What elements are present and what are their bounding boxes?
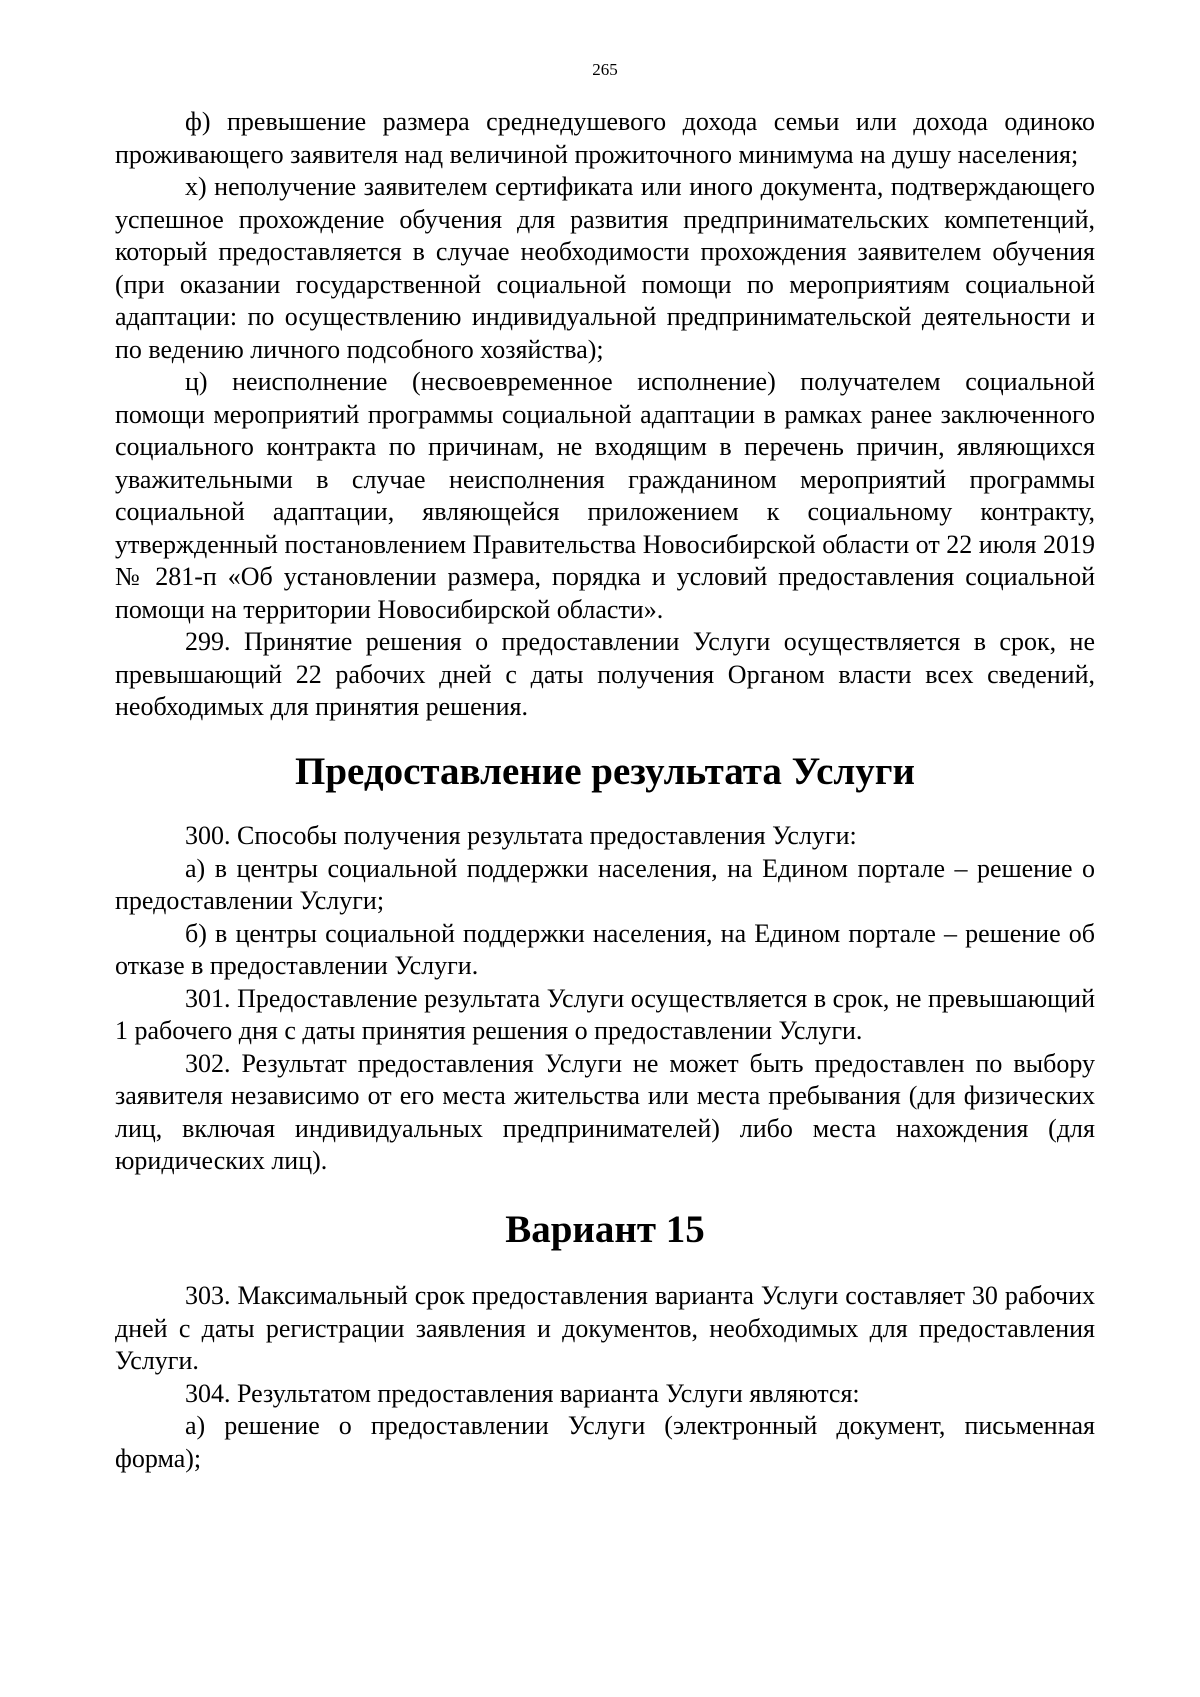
paragraph-299: 299. Принятие решения о предоставлении Услуги осуществляется в срок, не превышающий 22 рабочих дней с даты получения Органом власти всех сведений, необходимых для принятия решения. xyxy=(115,627,1095,721)
document-page xyxy=(115,60,1095,1475)
paragraph-item-ts: ц) неисполнение (несвоевременное исполнение) получателем социальной помощи мероприятий программы социальной адаптации в рамках ранее заключенного социального контракта по причинам, не входящим в перечень причин, являющихся уважительными в случае неисполнения гражданином мероприятий программы социальной адаптации, являющейся приложением к социальному контракту, утвержденный постановлением Правительства Новосибирской области от 22 июля 2019 № 281-п «Об установлении размера, порядка и условий предоставления социальной помощи на территории Новосибирской области». xyxy=(115,367,1095,624)
paragraph-304: 304. Результатом предоставления варианта Услуги являются: xyxy=(185,1378,860,1408)
paragraph-300-b: б) в центры социальной поддержки населения, на Едином портале – решение об отказе в предоставлении Услуги. xyxy=(115,918,1095,980)
paragraph-item-f: ф) превышение размера среднедушевого дохода семьи или дохода одиноко проживающего заявителя над величиной прожиточного минимума на душу населения; xyxy=(115,107,1095,169)
paragraph-300: 300. Способы получения результата предоставления Услуги: xyxy=(185,821,857,850)
section-heading-result: Предоставление результата Услуги xyxy=(295,749,915,793)
page-number: 265 xyxy=(592,60,618,79)
paragraph-304-a: а) решение о предоставлении Услуги (электронный документ, письменная форма); xyxy=(115,1411,1095,1473)
paragraph-303: 303. Максимальный срок предоставления варианта Услуги составляет 30 рабочих дней с даты регистрации заявления и документов, необходимых для предоставления Услуги. xyxy=(115,1281,1095,1375)
section-result-body xyxy=(115,820,1095,1178)
section-variant-body xyxy=(115,1280,1095,1475)
paragraph-301: 301. Предоставление результата Услуги осуществляется в срок, не превышающий 1 рабочего дня с даты принятия решения о предоставлении Услуги. xyxy=(115,983,1095,1045)
paragraph-item-h: х) неполучение заявителем сертификата или иного документа, подтверждающего успешное прохождение обучения для развития предпринимательских компетенций, который предоставляется в случае необходимости прохождения заявителем обучения (при оказании государственной социальной помощи по мероприятиям социальной адаптации: по осуществлению индивидуальной предпринимательской деятельности и по ведению личного подсобного хозяйства); xyxy=(115,172,1095,364)
paragraph-300-a: а) в центры социальной поддержки населения, на Едином портале – решение о предоставлении Услуги; xyxy=(115,853,1095,915)
section-heading-variant: Вариант 15 xyxy=(505,1207,705,1251)
paragraph-302: 302. Результат предоставления Услуги не может быть предоставлен по выбору заявителя независимо от его места жительства или места пребывания (для физических лиц, включая индивидуальных предпринимателей) либо места нахождения (для юридических лиц). xyxy=(115,1048,1095,1175)
